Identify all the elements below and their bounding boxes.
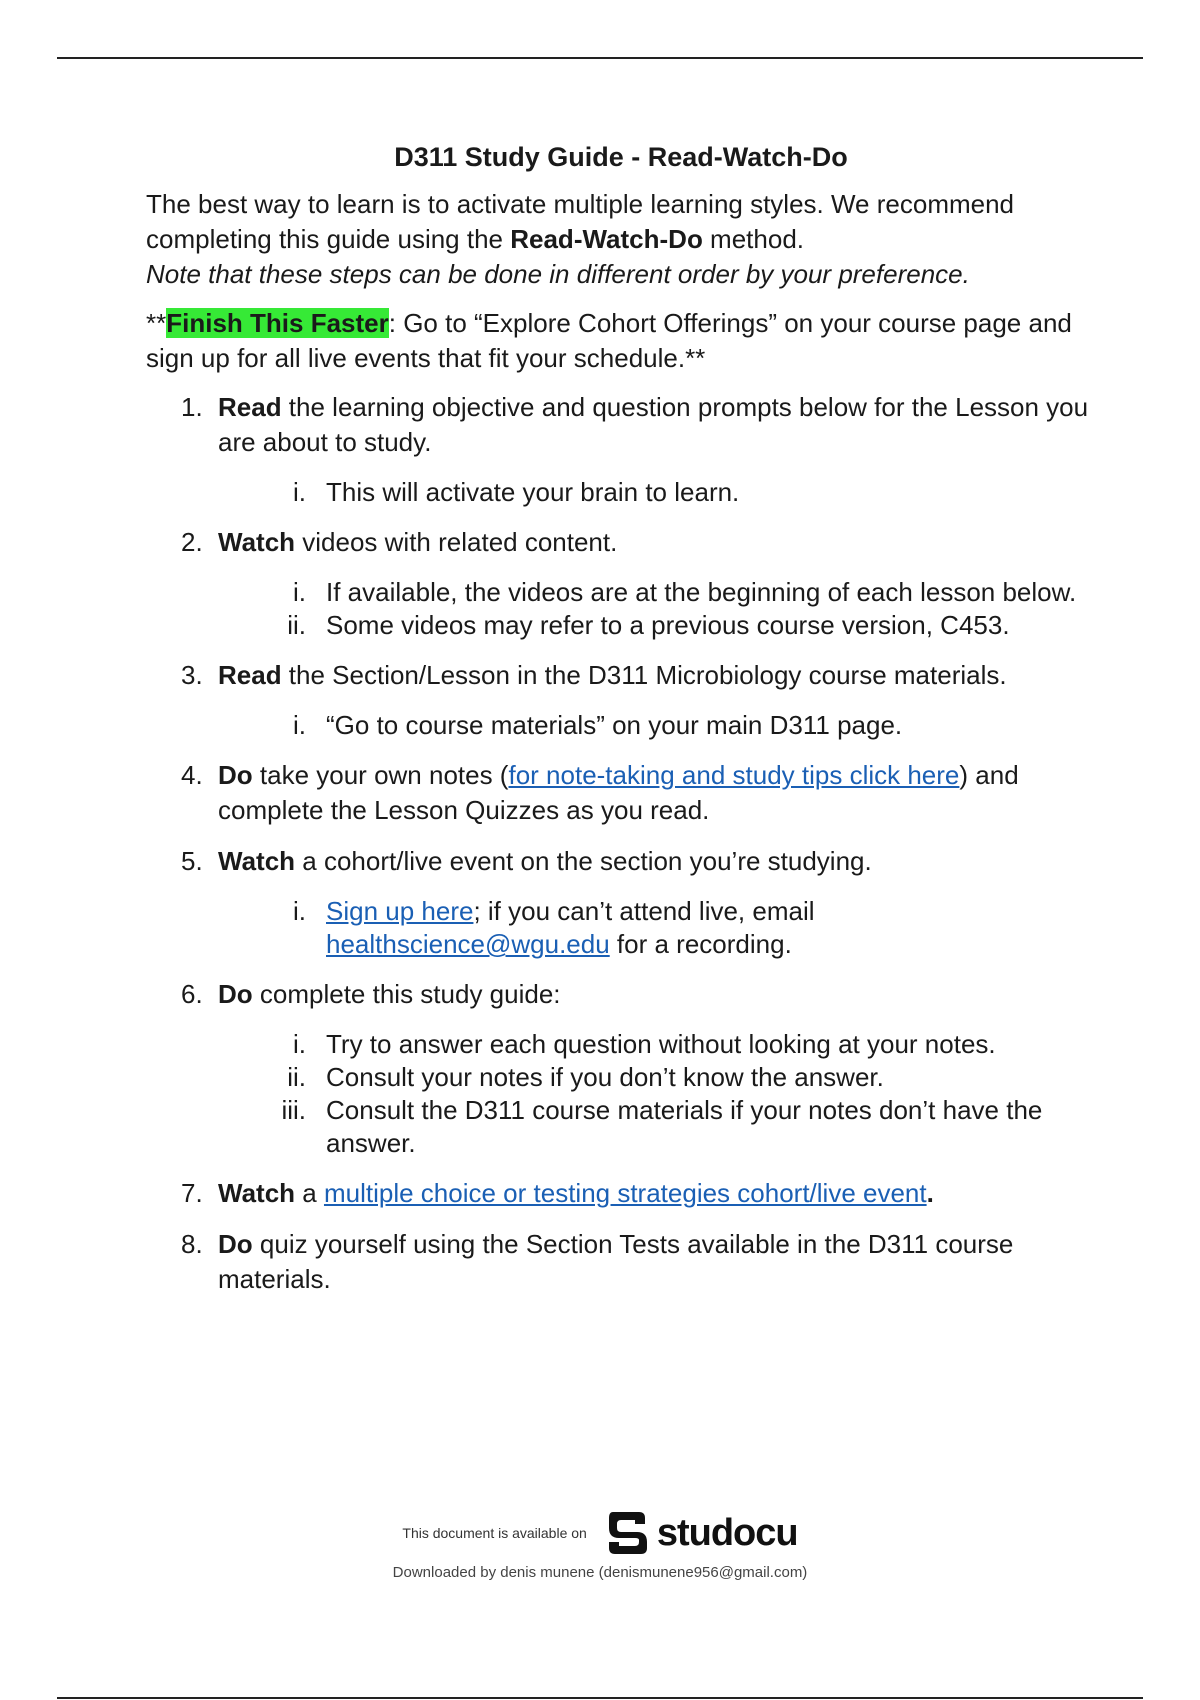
step-1 bbox=[146, 390, 1096, 509]
bottom-rule bbox=[57, 1697, 1143, 1699]
intro-text-2: method. bbox=[702, 224, 804, 254]
substep-text: ; if you can’t attend live, email bbox=[473, 896, 815, 926]
finish-faster-text: : Go to “Explore Cohort Offerings” on your course page and sign up for all live events that fit your schedule.** bbox=[146, 308, 1072, 373]
step-verb: Watch bbox=[218, 1178, 296, 1208]
substep-text: If available, the videos are at the beginning of each lesson below. bbox=[326, 577, 1077, 607]
substep bbox=[146, 476, 1096, 509]
substep-list bbox=[218, 576, 1096, 642]
top-rule bbox=[57, 57, 1143, 59]
studocu-logo-icon bbox=[605, 1508, 651, 1558]
intro-note: Note that these steps can be done in different order by your preference. bbox=[146, 259, 970, 289]
substep-number: i. bbox=[293, 710, 306, 740]
step-text-before: a bbox=[295, 1178, 324, 1208]
note-taking-tips-link[interactable]: for note-taking and study tips click here bbox=[508, 760, 960, 790]
step-text-after: ) and complete the Lesson Quizzes as you read. bbox=[218, 760, 1019, 825]
step-verb: Do bbox=[218, 760, 253, 790]
step-5 bbox=[146, 844, 1096, 961]
substep-number: ii. bbox=[287, 610, 306, 640]
step-number: 2. bbox=[181, 527, 203, 557]
studocu-brand-text: studocu bbox=[656, 1511, 798, 1554]
step-verb: Do bbox=[218, 1229, 253, 1259]
testing-strategies-link[interactable]: multiple choice or testing strategies cohort/live event bbox=[323, 1178, 927, 1208]
finish-faster-highlight: Finish This Faster bbox=[166, 308, 389, 338]
step-text-after: . bbox=[926, 1178, 934, 1208]
intro-bold: Read-Watch-Do bbox=[510, 224, 703, 254]
substep-text: Some videos may refer to a previous course version, C453. bbox=[326, 610, 1010, 640]
step-3 bbox=[146, 658, 1096, 742]
step-6 bbox=[146, 977, 1096, 1160]
substep-list bbox=[218, 476, 1096, 509]
downloaded-by-text: Downloaded by denis munene (denismunene956@gmail.com) bbox=[392, 1564, 808, 1581]
page-title: D311 Study Guide - Read-Watch-Do bbox=[394, 142, 848, 172]
substep bbox=[146, 895, 1096, 961]
step-number: 3. bbox=[181, 660, 203, 690]
step-number: 7. bbox=[181, 1178, 203, 1208]
substep bbox=[146, 1094, 1096, 1160]
step-verb: Read bbox=[218, 660, 282, 690]
substep bbox=[146, 1061, 1096, 1094]
step-text: a cohort/live event on the section you’re studying. bbox=[295, 846, 872, 876]
substep-list bbox=[218, 1028, 1096, 1160]
step-text: quiz yourself using the Section Tests available in the D311 course materials. bbox=[218, 1229, 1014, 1294]
step-text: the learning objective and question prompts below for the Lesson you are about to study. bbox=[218, 392, 1089, 457]
intro-paragraph bbox=[146, 187, 1096, 292]
step-verb: Watch bbox=[218, 527, 296, 557]
studocu-footer bbox=[0, 1508, 1200, 1581]
substep-text: Consult the D311 course materials if your notes don’t have the answer. bbox=[326, 1095, 1043, 1158]
substep bbox=[146, 709, 1096, 742]
finish-faster-prefix: ** bbox=[146, 308, 167, 338]
substep bbox=[146, 609, 1096, 642]
step-7 bbox=[146, 1176, 1096, 1211]
step-verb: Do bbox=[218, 979, 253, 1009]
step-4 bbox=[146, 758, 1096, 828]
finish-faster-paragraph bbox=[146, 306, 1096, 376]
substep-number: ii. bbox=[287, 1062, 306, 1092]
step-number: 5. bbox=[181, 846, 203, 876]
step-number: 8. bbox=[181, 1229, 203, 1259]
substep-number: i. bbox=[293, 577, 306, 607]
substep-text-end: for a recording. bbox=[609, 929, 792, 959]
intro-text-1: The best way to learn is to activate multiple learning styles. We recommend completing this guide using the bbox=[146, 189, 1015, 254]
step-number: 4. bbox=[181, 760, 203, 790]
email-link[interactable]: healthscience@wgu.edu bbox=[326, 929, 610, 959]
step-text-before: take your own notes ( bbox=[252, 760, 509, 790]
document-page bbox=[146, 140, 1096, 1313]
step-text: videos with related content. bbox=[295, 527, 618, 557]
step-text: complete this study guide: bbox=[252, 979, 561, 1009]
substep-text: This will activate your brain to learn. bbox=[326, 477, 740, 507]
studocu-logo[interactable] bbox=[605, 1508, 798, 1558]
steps-list bbox=[146, 390, 1096, 1297]
sign-up-link[interactable]: Sign up here bbox=[326, 896, 474, 926]
substep-list bbox=[218, 895, 1096, 961]
substep-number: iii. bbox=[281, 1095, 306, 1125]
substep-number: i. bbox=[293, 1029, 306, 1059]
step-text: the Section/Lesson in the D311 Microbiology course materials. bbox=[281, 660, 1007, 690]
substep-number: i. bbox=[293, 896, 306, 926]
substep-text: “Go to course materials” on your main D311 page. bbox=[326, 710, 903, 740]
substep-list bbox=[218, 709, 1096, 742]
step-number: 6. bbox=[181, 979, 203, 1009]
substep-text: Try to answer each question without looking at your notes. bbox=[326, 1029, 996, 1059]
available-on-text: This document is available on bbox=[402, 1525, 587, 1541]
substep-number: i. bbox=[293, 477, 306, 507]
step-verb: Watch bbox=[218, 846, 296, 876]
substep bbox=[146, 1028, 1096, 1061]
step-verb: Read bbox=[218, 392, 282, 422]
step-8 bbox=[146, 1227, 1096, 1297]
substep-text: Consult your notes if you don’t know the answer. bbox=[326, 1062, 884, 1092]
step-2 bbox=[146, 525, 1096, 642]
substep bbox=[146, 576, 1096, 609]
step-number: 1. bbox=[181, 392, 203, 422]
